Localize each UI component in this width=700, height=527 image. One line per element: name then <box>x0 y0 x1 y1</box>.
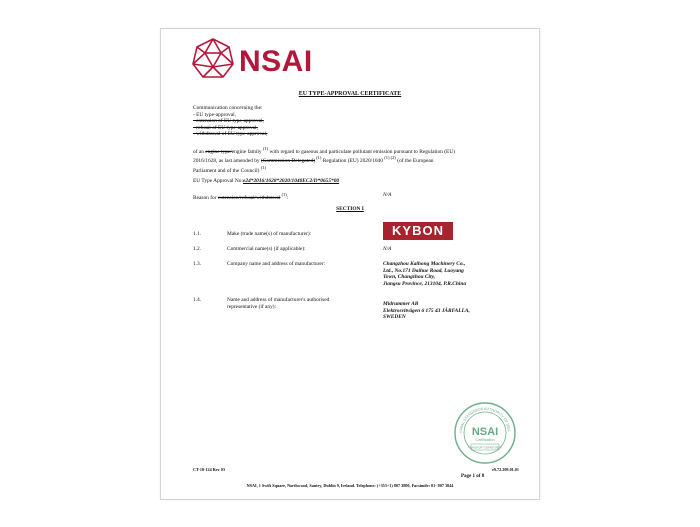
row-value-line: Changzhou Kaihong Machinery Co., <box>383 261 466 267</box>
engine-paragraph: of an engine type/engine family $^{(1)}$ with regard to gaseous and particulate pollutant emission pursuant to Regulation (EU) 2016/1628, as last amended by (Commission Delegated) $^{(1)}$ Regulation (EU) 2020/1040 $^{(1) (2)}$ (of the European Parliament and of the Council) $^{(1)}$ <box>193 146 456 174</box>
certificate-title: EU TYPE-APPROVAL CERTIFICATE <box>298 91 402 97</box>
nsai-emblem-icon <box>191 37 235 81</box>
page-number: Page 1 of 8 <box>461 474 485 479</box>
svg-text:TRANSPORT DEPARTMENT: TRANSPORT DEPARTMENT <box>467 446 503 450</box>
row-label: Commercial name(s) (if applicable): <box>227 246 306 252</box>
reason-value: N/A <box>383 192 392 198</box>
row-value-line: Midrummer AB <box>383 301 419 307</box>
row-number: 1.1. <box>193 231 202 237</box>
row-label-line: Name and address of manufacturer's authorised <box>227 297 330 303</box>
svg-text:NSAI: NSAI <box>471 426 499 438</box>
nsai-certification-stamp <box>453 401 517 465</box>
nsai-logo <box>191 37 321 87</box>
certificate-page <box>160 28 540 500</box>
communication-item: - withdrawal of EU type-approval, <box>193 131 268 138</box>
communication-item: - refusal of EU type-approval, <box>193 124 258 131</box>
row-value: N/A <box>383 246 392 252</box>
communication-heading: Communication concerning the: <box>193 105 263 111</box>
communication-item: - extension of EU type-approval, <box>193 118 264 125</box>
row-value-line: Jiangsu Province, 213104, P.R.China <box>383 280 467 287</box>
form-code: CT-10-124 Rev 03 <box>193 467 225 472</box>
row-value-line: Ltd., No.171 Daihue Road, Luoyang <box>383 267 464 274</box>
row-value-line: SWEDEN <box>383 314 406 321</box>
row-label-line: representative (if any): <box>227 303 277 310</box>
kybon-logo: KYBON <box>383 222 453 240</box>
footer-address: NSAI, 1 Swift Square, Northwood, Santry, Dublin 9, Ireland. Telephone: (+353+1) 807 3800, Facsimile: 01- 807 3844 <box>246 483 454 488</box>
row-label: Company name and address of manufacturer: <box>227 261 326 267</box>
row-number: 1.3. <box>193 261 202 267</box>
communication-item: - EU type-approval, <box>193 111 236 118</box>
document-code: e9.72.209.01.01 <box>492 467 519 472</box>
row-label: Make (trade name(s) of manufacturer): <box>227 231 312 237</box>
row-value-line: Elektrosvitvägen 6 175 43 JÄRFALLA, <box>383 307 470 314</box>
row-number: 1.4. <box>193 297 202 303</box>
row-number: 1.2. <box>193 246 202 252</box>
section-heading: SECTION I <box>336 206 364 212</box>
svg-text:NATIONAL STANDARDS AUTHORITY O: IONAL STANDARDS AUTHORITY OF IREL <box>458 406 511 433</box>
approval-number: EU Type Approval No:e24*2016/1628*2020/1040EC2/D*0655*00 <box>193 178 340 184</box>
row-value-line: Town, Changzhou City, <box>383 274 436 281</box>
svg-text:Certification: Certification <box>475 438 495 442</box>
logo-text: NSAI <box>239 45 313 78</box>
reason-label: Reason for extension/refusal/withdrawal $^{(1)}$: <box>193 192 289 201</box>
